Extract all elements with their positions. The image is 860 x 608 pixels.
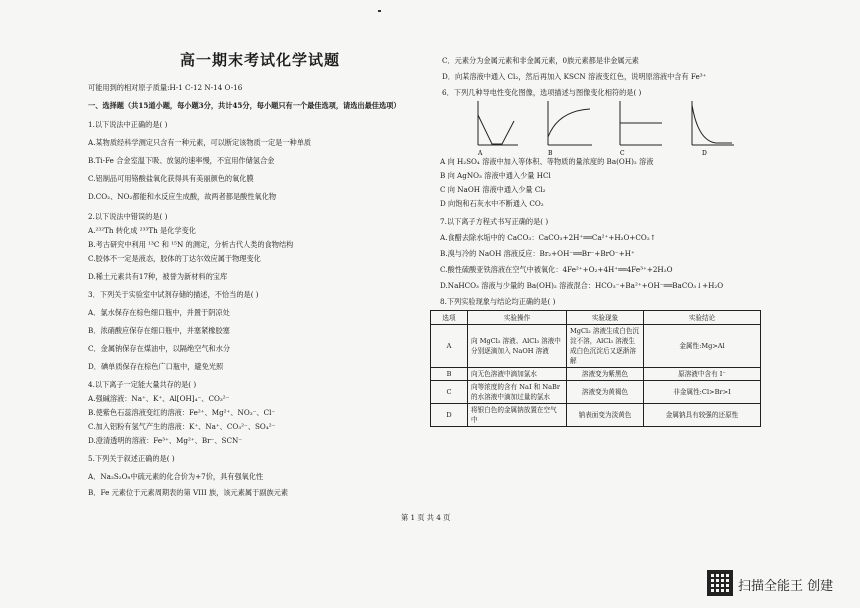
table-cell: 金属钠具有较强的还原性 — [644, 404, 761, 427]
left-line: 2.以下说法中错误的是( ) — [88, 212, 168, 221]
table-cell: C — [431, 381, 468, 404]
right-line: 7.以下离子方程式书写正确的是( ) — [440, 217, 549, 226]
table-cell: A — [431, 325, 468, 368]
table-cell: 向 MgCl₂ 溶液、AlCl₃ 溶液中分别逐滴加入 NaOH 溶液 — [468, 325, 567, 368]
right-line: 8.下列实验现象与结论均正确的是( ) — [440, 297, 556, 306]
conductivity-graphs — [440, 97, 740, 159]
left-line: C.铝制品可用铬酸盐氧化获得具有美丽颜色的氧化膜 — [88, 174, 254, 183]
right-line: B 向 AgNO₃ 溶液中通入少量 HCl — [440, 171, 551, 180]
left-line: B．Fe 元素位于元素周期表的第 VIII 族，该元素属于副族元素 — [88, 488, 289, 497]
left-line: C．金属钠保存在煤油中，以隔绝空气和水分 — [88, 344, 231, 353]
table-header-cell: 实验结论 — [644, 311, 761, 325]
graph-b — [548, 101, 592, 145]
table-header-cell: 实验操作 — [468, 311, 567, 325]
left-line: 4.以下离子一定能大量共存的是( ) — [88, 380, 197, 389]
left-line: C.加入铝粉有氢气产生的溶液：K⁺、Na⁺、CO₃²⁻、SO₄²⁻ — [88, 422, 276, 431]
qr-code-icon — [707, 570, 733, 596]
page-footer: 第 1 页 共 4 页 — [401, 513, 451, 522]
left-line: B．浓硝酸应保存在细口瓶中，并塞紧橡胶塞 — [88, 326, 230, 335]
atomic-masses: 可能用到的相对原子质量:H-1 C-12 N-14 O-16 — [88, 83, 243, 92]
left-line: D．碘单质保存在棕色广口瓶中，避免光照 — [88, 362, 224, 371]
graph-label-a: A — [478, 150, 483, 157]
table-cell: 溶液变为紫黑色 — [567, 368, 644, 381]
graph-a — [478, 101, 518, 145]
graph-label-b: B — [548, 150, 553, 157]
right-line: D.NaHCO₃ 溶液与少量的 Ba(OH)₂ 溶液混合：HCO₃⁻+Ba²⁺+OH⁻══BaCO₃↓+H₂O — [440, 281, 724, 290]
right-line: C 向 NaOH 溶液中通入少量 Cl₂ — [440, 185, 546, 194]
table-cell: 向等浓度的含有 NaI 和 NaBr 的水溶液中滴加过量的氯水 — [468, 381, 567, 404]
graph-d — [692, 101, 734, 145]
table-cell: 将银白色的金属钠放置在空气中 — [468, 404, 567, 427]
table-cell: 非金属性:Cl>Br>I — [644, 381, 761, 404]
left-line: 3．下列关于实验室中试剂存储的描述，不恰当的是( ) — [88, 290, 259, 299]
right-line: C．元素分为金属元素和非金属元素，0族元素都是非金属元素 — [442, 56, 639, 65]
table-row — [431, 368, 761, 381]
left-line: A.²³²Th 转化成 ²³³Th 是化学变化 — [88, 226, 196, 235]
left-line: A.强碱溶液：Na⁺、K⁺、Al[OH]₄⁻、CO₃²⁻ — [88, 394, 230, 403]
table-row — [431, 381, 761, 404]
right-line: C.酸性硫酸亚铁溶液在空气中被氧化：4Fe²⁺+O₂+4H⁺══4Fe³⁺+2H₂O — [440, 265, 673, 274]
table-cell: 钠表面变为淡黄色 — [567, 404, 644, 427]
graph-c — [620, 101, 662, 145]
graph-label-d: D — [702, 150, 707, 157]
right-line: B.溴与冷的 NaOH 溶液反应：Br₂+OH⁻══Br⁻+BrO⁻+H⁺ — [440, 249, 635, 258]
left-line: 5.下列关于叙述正确的是( ) — [88, 454, 175, 463]
scan-mark — [378, 10, 381, 12]
left-line: D.稀土元素共有17种，被誉为新材料的宝库 — [88, 272, 228, 281]
right-line: 6．下列几种导电性变化图像，选项描述与图像变化相符的是( ) — [442, 88, 642, 97]
left-line: D.CO₂、NO₂都能和水反应生成酸，故两者都是酸性氧化物 — [88, 192, 277, 201]
table-cell: B — [431, 368, 468, 381]
left-line: B.考古研究中利用 ¹³C 和 ¹⁵N 的测定，分析古代人类的食物结构 — [88, 240, 294, 249]
table-header-cell: 实验现象 — [567, 311, 644, 325]
table-row — [431, 325, 761, 368]
left-line: C.胶体不一定是液态，胶体的丁达尔效应属于物理变化 — [88, 254, 261, 263]
table-header-cell: 选项 — [431, 311, 468, 325]
left-line: D.澄清透明的溶液：Fe³⁺、Mg²⁺、Br⁻、SCN⁻ — [88, 436, 243, 445]
table-cell: MgCl₂ 溶液生成白色沉淀不溶，AlCl₃ 溶液生成白色沉淀后又逐渐溶解 — [567, 325, 644, 368]
left-line: 1.以下说法中正确的是( ) — [88, 120, 168, 129]
section-heading: 一、选择题（共15道小题，每小题3分，共计45分，每小题只有一个最佳选项，请选出最佳选项） — [88, 101, 401, 110]
right-line: A 向 H₂SO₄ 溶液中加入等体积、等物质的量浓度的 Ba(OH)₂ 溶液 — [440, 157, 654, 166]
table-row — [431, 404, 761, 427]
right-line: D．向某溶液中通入 Cl₂，然后再加入 KSCN 溶液变红色，说明原溶液中含有 Fe³⁺ — [442, 72, 707, 81]
left-line: A．Na₂S₂O₈中硫元素的化合价为+7价，具有强氧化性 — [88, 472, 264, 481]
scanner-watermark: 扫描全能王 创建 — [738, 579, 834, 594]
table-cell: 向无色溶液中滴加氯水 — [468, 368, 567, 381]
left-line: B.使紫色石蕊溶液变红的溶液：Fe²⁺、Mg²⁺、NO₃⁻、Cl⁻ — [88, 408, 276, 417]
left-line: A.某物质经科学测定只含有一种元素，可以断定该物质一定是一种单质 — [88, 138, 312, 147]
right-line: D 向饱和石灰水中不断通入 CO₂ — [440, 199, 544, 208]
table-cell: 溶液变为黄褐色 — [567, 381, 644, 404]
page-title: 高一期末考试化学试题 — [180, 51, 341, 69]
table-cell: 金属性:Mg>Al — [644, 325, 761, 368]
table-cell: D — [431, 404, 468, 427]
experiment-table — [430, 310, 761, 427]
table-cell: 原溶液中含有 I⁻ — [644, 368, 761, 381]
graph-label-c: C — [620, 150, 625, 157]
right-line: A.食醋去除水垢中的 CaCO₃：CaCO₃+2H⁺══Ca²⁺+H₂O+CO₂↑ — [440, 233, 656, 242]
table-header — [431, 311, 761, 325]
left-line: B.Ti-Fe 合金室温下吸、放氢的速率慢，不宜用作储氢合金 — [88, 156, 275, 165]
left-line: A．氯水保存在棕色细口瓶中，并置于阴凉处 — [88, 308, 230, 317]
